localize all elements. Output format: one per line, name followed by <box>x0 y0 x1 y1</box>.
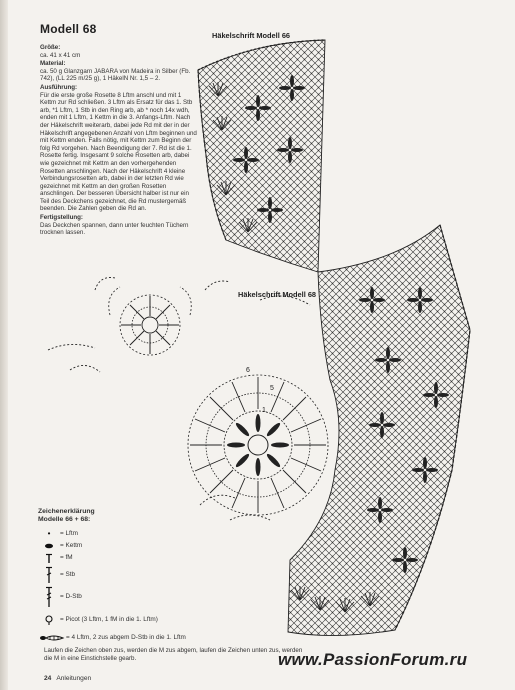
size-text: ca. 41 x 41 cm <box>40 51 81 59</box>
treble-crochet-icon <box>38 586 60 608</box>
legend-title-line2: Modelle 66 + 68: <box>38 516 91 523</box>
legend-item-slip-stitch <box>38 540 213 552</box>
finishing-heading: Fertigstellung: <box>40 214 83 222</box>
legend <box>38 508 213 644</box>
diagram-66-title: Häkelschrift Modell 66 <box>212 31 291 40</box>
legend-item-label: = Stb <box>60 571 76 578</box>
legend-title-line1: Zeichenerklärung <box>38 508 95 515</box>
diagram-66-band <box>198 40 325 272</box>
chain-stitch-dot-icon: • <box>47 529 51 538</box>
diagram-68-title: Häkelschrift Modell 68 <box>238 290 317 299</box>
size-heading: Größe: <box>40 44 61 51</box>
single-crochet-t-icon <box>38 553 60 564</box>
legend-item-label: = D-Stb <box>60 593 82 600</box>
legend-item-cluster <box>38 632 213 644</box>
round-number-label-1: 1 <box>262 407 266 414</box>
cluster-stitch-icon <box>38 633 66 643</box>
material-text: ca. 50 g Glanzgarn JABARA von Madeira in Silber (Fb. 742), (LL 225 m/25 g), 1 HäkelN Nr. 1,5 – 2. <box>40 67 191 83</box>
page-number: 24 <box>44 675 52 682</box>
double-crochet-icon <box>38 566 60 584</box>
legend-item-double-crochet <box>38 564 213 586</box>
diagram-68-band <box>288 225 470 636</box>
legend-item-label: = Kettm <box>60 542 83 549</box>
slip-stitch-oval-icon <box>38 543 60 549</box>
legend-item-label: = Picot (3 Lftm, 1 fM in die 1. Lftm) <box>60 616 158 623</box>
small-rosette <box>109 287 192 355</box>
legend-item-picot <box>38 614 213 626</box>
material-heading: Material: <box>40 60 66 68</box>
execution-heading: Ausführung: <box>40 83 78 91</box>
legend-item-treble-crochet <box>38 586 213 608</box>
legend-item-single-crochet <box>38 552 213 564</box>
legend-item-label: = fM <box>60 554 73 561</box>
execution-text: Für die erste große Rosette 8 Lftm anschl und mit 1 Kettm zur Rd schließen. 3 Lftm als Ersatz für das 1. Stb arb, *1 Lftm, 1 Stb in den Ring arb, ab * noch 14x wdh, enden mit 1 Lftm, 1 Kettm in die 3. Anfangs-Lftm. Nach der Häkelschrift weiterarb, dabei jede Rd mit der in der Häkelschrift angegebenen Anzahl von Lftm beginnen und mit Kettm enden. Falls nötig, mit Kettm zum Beginn der folg Rd vorgehen. Nach Beendigung der 7. Rd ist die 1. Rosette fertig. Insgesamt 9 solche Rosetten arb, dabei wie gezeichnet mit Kettm an den vorhergehenden Rosetten anschlingen. Nach der Häkelschrift 4 kleine Verbindungsrosetten arb, dabei in der letzten Rd wie gezeichnet mit Kettm an den großen Rosetten anschlingen. Der besseren Übersicht halber ist nur ein Teil des Deckchens gezeichnet, die Rd mustergemäß beenden. Die Zahlen geben die Rd an. <box>40 91 197 213</box>
connector-fans <box>48 278 310 521</box>
legend-note: Laufen die Zeichen oben zus, werden die M zus abgem, laufen die Zeichen unten zus, werden die M in eine Einstichstelle gearb. <box>44 647 303 662</box>
section-name: Anleitungen <box>56 675 92 682</box>
page-footer <box>44 675 91 682</box>
legend-item-chain <box>38 528 213 540</box>
large-rosette <box>188 375 328 515</box>
finishing-text: Das Deckchen spannen, dann unter feuchten Tüchern trocknen lassen. <box>40 221 189 237</box>
round-number-label-6: 6 <box>246 367 250 374</box>
model-title: Modell 68 <box>40 22 97 36</box>
watermark-logo: www.PassionForum.ru <box>278 650 468 669</box>
picot-icon <box>38 615 60 625</box>
legend-item-label: = 4 Lftm, 2 zus abgem D-Stb in die 1. Lftm <box>66 634 186 641</box>
legend-item-label: = Lftm <box>60 530 78 537</box>
round-number-label-5: 5 <box>270 385 274 392</box>
